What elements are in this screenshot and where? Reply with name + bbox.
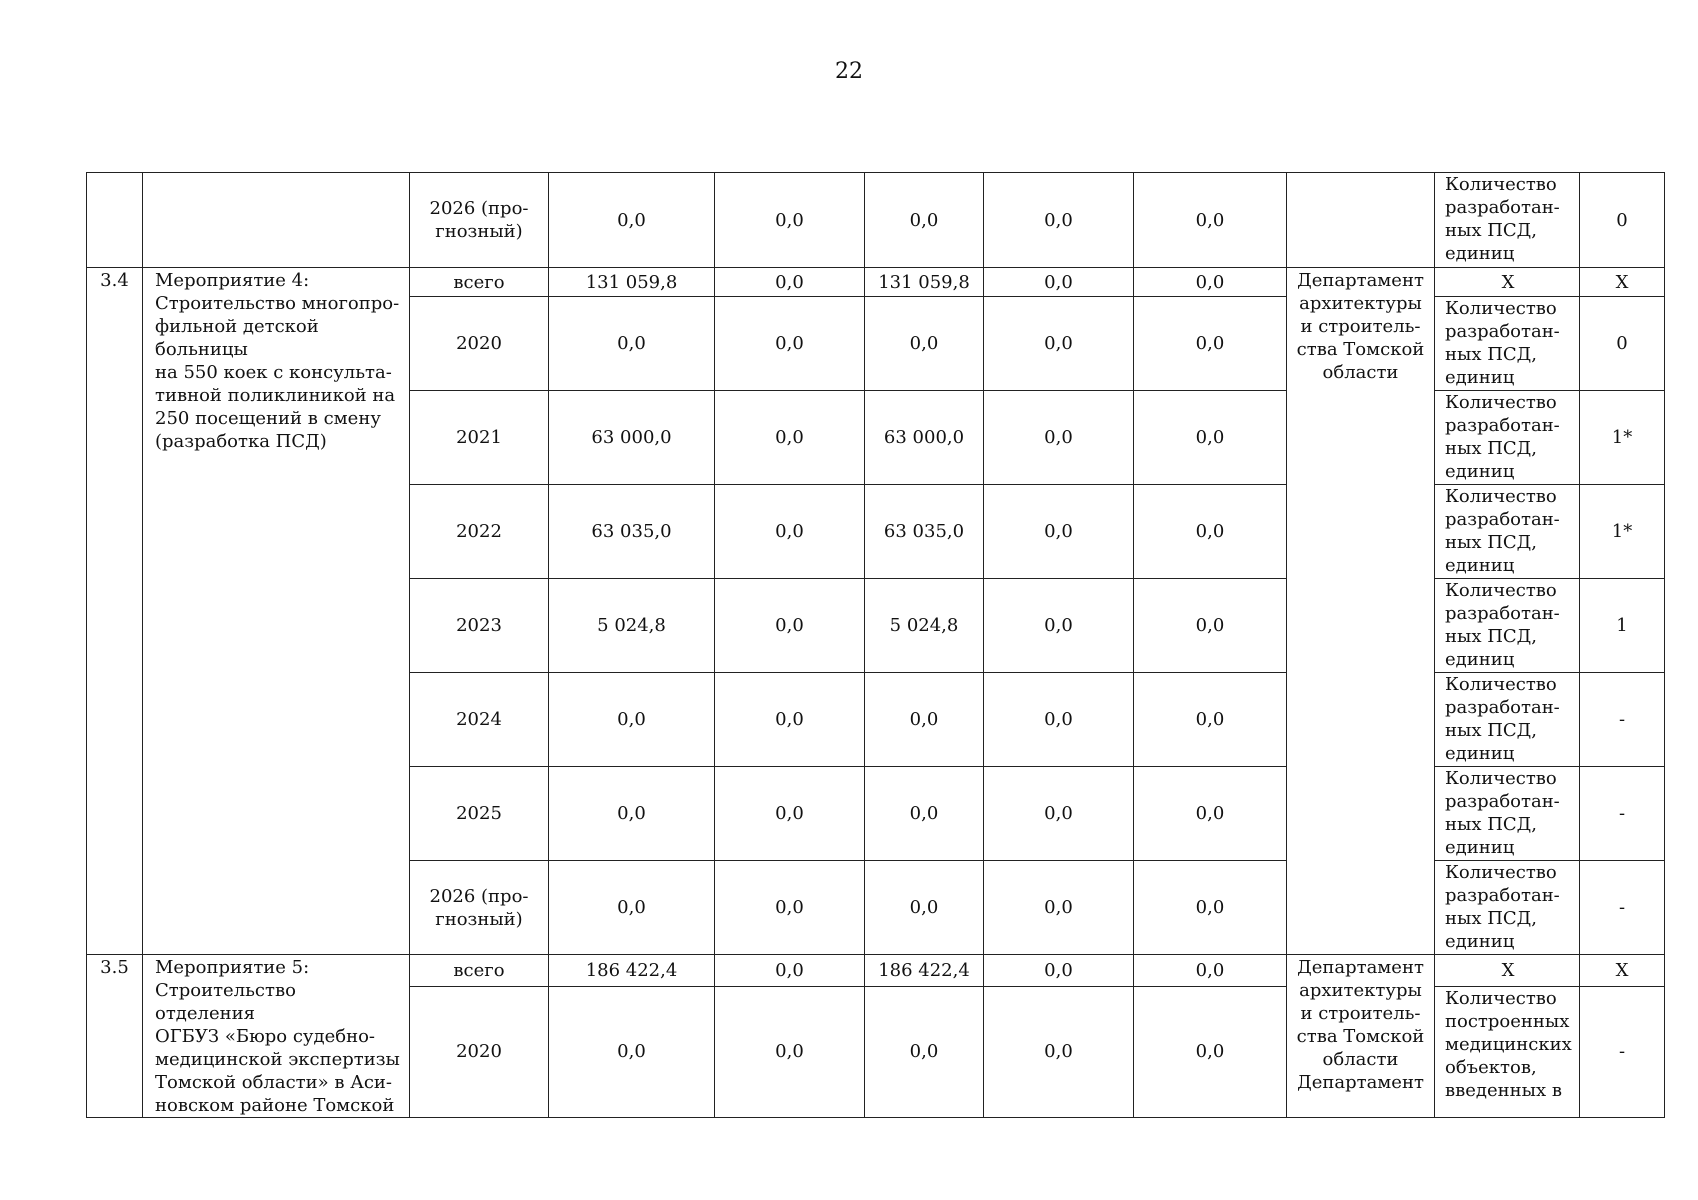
year-cell: 2022 [410, 485, 549, 579]
value-cell-4: 0,0 [984, 579, 1134, 673]
indicator-cell: Количество разработан- ных ПСД, единиц [1435, 861, 1580, 955]
value-cell-2: 0,0 [715, 673, 865, 767]
value-cell-2: 0,0 [715, 579, 865, 673]
value-cell-3: 0,0 [865, 767, 984, 861]
page-number: 22 [835, 59, 863, 84]
value-cell-5: 0,0 [1134, 673, 1287, 767]
indicator-value-cell: - [1580, 861, 1665, 955]
value-cell-1: 186 422,4 [549, 955, 715, 987]
year-cell: всего [410, 268, 549, 297]
value-cell-2: 0,0 [715, 297, 865, 391]
value-cell-5: 0,0 [1134, 767, 1287, 861]
value-cell-3: 0,0 [865, 986, 984, 1117]
value-cell-1: 131 059,8 [549, 268, 715, 297]
indicator-cell: Количество разработан- ных ПСД, единиц [1435, 485, 1580, 579]
value-cell-3: 0,0 [865, 297, 984, 391]
value-cell-5: 0,0 [1134, 955, 1287, 987]
year-cell: 2025 [410, 767, 549, 861]
value-cell-5: 0,0 [1134, 268, 1287, 297]
indicator-cell: Количество построенных медицинских объектов, введенных в [1435, 986, 1580, 1117]
value-cell-2: 0,0 [715, 391, 865, 485]
indicator-value-cell: - [1580, 767, 1665, 861]
value-cell-5: 0,0 [1134, 297, 1287, 391]
event5-executor: Департамент архитектуры и строитель- ства Томской области Департамент [1287, 955, 1435, 1118]
indicator-cell: Количество разработан- ных ПСД, единиц [1435, 579, 1580, 673]
year-cell: 2026 (про- гнозный) [410, 173, 549, 268]
value-cell-5: 0,0 [1134, 861, 1287, 955]
value-cell-5: 0,0 [1134, 579, 1287, 673]
year-cell: 2023 [410, 579, 549, 673]
table-row [87, 955, 1665, 987]
value-cell-2: 0,0 [715, 173, 865, 268]
value-cell-5: 0,0 [1134, 986, 1287, 1117]
event5-description: Мероприятие 5: Строительство отделения ОГБУЗ «Бюро судебно- медицинской экспертизы Томской области» в Аси- новском районе Томской [143, 955, 410, 1118]
value-cell-1: 0,0 [549, 173, 715, 268]
program-table [86, 172, 1665, 1118]
value-cell-2: 0,0 [715, 986, 865, 1117]
indicator-value-cell: 1* [1580, 485, 1665, 579]
table-body [87, 173, 1665, 1118]
indicator-cell: X [1435, 955, 1580, 987]
value-cell-4: 0,0 [984, 485, 1134, 579]
value-cell-4: 0,0 [984, 986, 1134, 1117]
value-cell-4: 0,0 [984, 861, 1134, 955]
year-cell: 2024 [410, 673, 549, 767]
value-cell-3: 63 000,0 [865, 391, 984, 485]
value-cell-1: 5 024,8 [549, 579, 715, 673]
value-cell-2: 0,0 [715, 268, 865, 297]
value-cell-1: 0,0 [549, 861, 715, 955]
value-cell-4: 0,0 [984, 173, 1134, 268]
indicator-value-cell: 0 [1580, 297, 1665, 391]
value-cell-5: 0,0 [1134, 485, 1287, 579]
indicator-cell: Количество разработан- ных ПСД, единиц [1435, 173, 1580, 268]
year-cell: всего [410, 955, 549, 987]
event5-number: 3.5 [87, 955, 143, 1118]
indicator-value-cell: 0 [1580, 173, 1665, 268]
year-cell: 2020 [410, 297, 549, 391]
executor-cell [1287, 173, 1435, 268]
indicator-value-cell: - [1580, 673, 1665, 767]
value-cell-3: 63 035,0 [865, 485, 984, 579]
value-cell-3: 0,0 [865, 173, 984, 268]
value-cell-1: 0,0 [549, 673, 715, 767]
value-cell-3: 0,0 [865, 861, 984, 955]
indicator-value-cell: 1 [1580, 579, 1665, 673]
event4-description: Мероприятие 4: Строительство многопро- фильной детской больницы на 550 коек с консульта- тивной поликлиникой на 250 посещений в смену (разработка ПСД) [143, 268, 410, 955]
indicator-value-cell: X [1580, 268, 1665, 297]
indicator-value-cell: 1* [1580, 391, 1665, 485]
indicator-cell: Количество разработан- ных ПСД, единиц [1435, 673, 1580, 767]
value-cell-1: 63 000,0 [549, 391, 715, 485]
value-cell-5: 0,0 [1134, 391, 1287, 485]
value-cell-2: 0,0 [715, 485, 865, 579]
value-cell-4: 0,0 [984, 268, 1134, 297]
year-cell: 2026 (про- гнозный) [410, 861, 549, 955]
indicator-cell: Количество разработан- ных ПСД, единиц [1435, 297, 1580, 391]
value-cell-3: 131 059,8 [865, 268, 984, 297]
value-cell-3: 186 422,4 [865, 955, 984, 987]
description-cell [143, 173, 410, 268]
year-cell: 2020 [410, 986, 549, 1117]
table-row [87, 268, 1665, 297]
value-cell-1: 0,0 [549, 767, 715, 861]
value-cell-5: 0,0 [1134, 173, 1287, 268]
indicator-value-cell: X [1580, 955, 1665, 987]
value-cell-4: 0,0 [984, 297, 1134, 391]
value-cell-4: 0,0 [984, 955, 1134, 987]
event4-number: 3.4 [87, 268, 143, 955]
event4-executor: Департамент архитектуры и строитель- ства Томской области [1287, 268, 1435, 955]
value-cell-2: 0,0 [715, 955, 865, 987]
value-cell-1: 0,0 [549, 297, 715, 391]
value-cell-4: 0,0 [984, 767, 1134, 861]
value-cell-1: 63 035,0 [549, 485, 715, 579]
indicator-cell: Количество разработан- ных ПСД, единиц [1435, 391, 1580, 485]
table-row [87, 173, 1665, 268]
year-cell: 2021 [410, 391, 549, 485]
value-cell-4: 0,0 [984, 391, 1134, 485]
number-cell [87, 173, 143, 268]
value-cell-4: 0,0 [984, 673, 1134, 767]
indicator-value-cell: - [1580, 986, 1665, 1117]
indicator-cell: X [1435, 268, 1580, 297]
value-cell-2: 0,0 [715, 861, 865, 955]
value-cell-3: 0,0 [865, 673, 984, 767]
value-cell-3: 5 024,8 [865, 579, 984, 673]
value-cell-1: 0,0 [549, 986, 715, 1117]
indicator-cell: Количество разработан- ных ПСД, единиц [1435, 767, 1580, 861]
value-cell-2: 0,0 [715, 767, 865, 861]
